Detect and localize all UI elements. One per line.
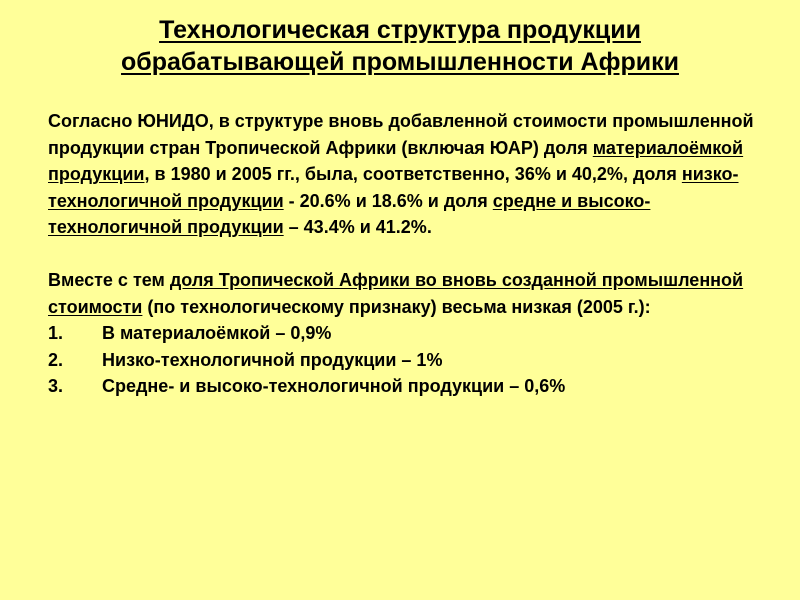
list-item-number: 2. <box>48 349 64 370</box>
list-item-text: Средне- и высоко-технологичной продукции – 0,6% <box>102 376 566 396</box>
para1-underlined-material: материалоёмкой продукции <box>48 137 744 184</box>
paragraph-share <box>48 267 768 320</box>
list-item <box>48 320 768 347</box>
list-item <box>48 373 768 400</box>
para1-underlined-high-tech: средне и высоко-технологичной продукции <box>48 190 651 237</box>
list-item-text: В материалоёмкой – 0,9% <box>102 323 332 343</box>
para2-text-1: Вместе с тем <box>48 270 170 290</box>
para1-text-2: , в 1980 и 2005 гг., была, соответственно, 36% и 40,2%, доля <box>144 164 682 184</box>
slide-body <box>48 108 768 400</box>
list-item-number: 1. <box>48 323 64 343</box>
slide-title <box>0 14 800 78</box>
para1-text-4: – 43.4% и 41.2%. <box>283 217 432 237</box>
slide-title-line-2: обрабатывающей промышленности Африки <box>121 48 679 76</box>
slide-title-line-1: Технологическая структура продукции <box>159 16 641 44</box>
para2-text-2: (по технологическому признаку) весьма низкая (2005 г.): <box>142 296 651 317</box>
para1-text-3: - 20.6% и 18.6% и доля <box>283 190 493 211</box>
list-item-text: Низко-технологичной продукции – 1% <box>102 349 443 370</box>
para2-underlined-share: доля Тропической Африки во вновь созданной промышленной стоимости <box>48 270 744 317</box>
para1-underlined-low-tech: низко-технологичной продукции <box>48 164 739 211</box>
paragraph-unido <box>48 108 768 241</box>
para1-text-1: Согласно ЮНИДО, в структуре вновь добавленной стоимости промышленной продукции стран Тропической Африки (включая ЮАР) доля <box>48 111 754 158</box>
list-item <box>48 347 768 374</box>
list-item-number: 3. <box>48 376 64 396</box>
paragraph-spacer <box>48 241 768 268</box>
